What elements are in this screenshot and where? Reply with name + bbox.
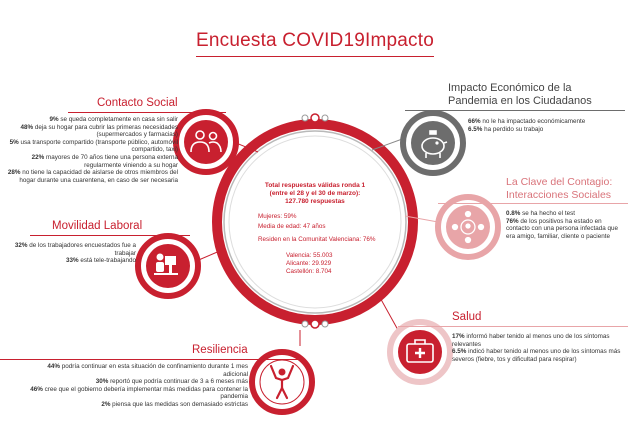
movilidad-list	[2, 242, 136, 265]
economico-icon-bg	[411, 121, 455, 165]
contacto-title: Contacto Social	[97, 97, 178, 109]
connector-dot-top	[311, 114, 319, 122]
clave-item: 76% de los positivos ha estado en contacto con una persona infectada que era amigo, familiar, cliente o paciente	[506, 217, 619, 240]
resiliencia-title: Resiliencia	[192, 344, 248, 356]
connector-dot-top-right	[322, 115, 328, 121]
resiliencia-item: 44% podría continuar en esta situación de confinamiento durante 1 mes adicional	[47, 363, 248, 378]
connector-dot-bottom-right	[322, 321, 328, 327]
contacto-item: 9% se queda completamente en casa sin salir	[49, 116, 178, 123]
movilidad-icon-bg	[146, 244, 190, 288]
stat-women: Mujeres: 59%	[258, 213, 297, 220]
page-title: Encuesta COVID19Impacto	[196, 30, 434, 51]
resiliencia-item: 2% piensa que las medidas son demasiado estrictas	[101, 400, 248, 408]
clave-title	[506, 176, 612, 202]
salud-item: 17% informó haber tenido al menos uno de los síntomas relevantes	[452, 333, 610, 348]
economico-list	[468, 118, 628, 133]
connector-salud	[378, 294, 398, 330]
contacto-list	[4, 116, 178, 184]
resiliencia-item: 30% reportó que podría continuar de 3 a 6 meses más	[95, 378, 248, 386]
clave-list	[506, 210, 626, 240]
economico-title	[448, 82, 592, 108]
clave-title-line2: Interacciones Sociales	[506, 189, 612, 201]
contacto-underline	[68, 112, 226, 113]
salud-title: Salud	[452, 311, 482, 323]
headline-line1: Total respuestas válidas ronda 1	[264, 182, 366, 189]
contacto-item: 28% no tiene la capacidad de aislarse de otros miembros del hogar durante una cuarentena, en caso de ser necesaria	[7, 169, 178, 184]
salud-underline	[398, 326, 628, 327]
title-underline	[196, 56, 434, 57]
connector-dot-top-left	[302, 115, 308, 121]
clave-title-line1: La Clave del Contagio:	[506, 176, 613, 188]
economico-underline	[405, 110, 625, 111]
contacto-item: 22% mayores de 70 años tiene una persona externa regularmente viniendo a su hogar	[31, 153, 178, 169]
stat-alicante: Alicante: 29.929	[286, 260, 332, 267]
resiliencia-item: 46% cree que el gobierno debería implementar más medidas para contener la pandemia	[30, 385, 248, 401]
contacto-item: 48% deja su hogar para cubrir las primeras necesidades (supermercados y farmacias)	[20, 123, 178, 139]
resiliencia-list	[26, 363, 248, 409]
economico-item: 6.5% ha perdido su trabajo	[468, 125, 544, 133]
connector-dot-bottom	[311, 320, 319, 328]
stat-resident: Residen en la Comunitat Valenciana: 76%	[258, 236, 376, 243]
economico-title-line2: Pandemia en los Ciudadanos	[448, 95, 592, 107]
movilidad-item: 32% de los trabajadores encuestados fue a trabajar	[14, 242, 136, 257]
stat-age: Media de edad: 47 años	[258, 223, 326, 230]
headline-line2: (entre el 28 y el 30 de marzo):	[269, 190, 361, 197]
stat-castellon: Castellón: 8.704	[286, 268, 332, 275]
resiliencia-underline	[0, 359, 300, 360]
movilidad-title: Movilidad Laboral	[52, 220, 143, 232]
clave-item: 0.8% se ha hecho el test	[506, 210, 575, 217]
contacto-icon-bg	[184, 120, 228, 164]
salud-list	[452, 333, 628, 363]
economico-title-line1: Impacto Económico de la	[448, 82, 572, 94]
contacto-item: 5% usa transporte compartido (transporte público, automóvil compartido, taxi)	[9, 138, 178, 154]
clave-underline	[438, 203, 628, 204]
connector-dot-bottom-left	[302, 321, 308, 327]
movilidad-underline	[30, 235, 190, 236]
center-provinces	[286, 252, 332, 276]
stat-valencia: Valencia: 55.003	[286, 252, 333, 259]
headline-line3: 127.780 respuestas	[285, 198, 345, 205]
movilidad-item: 33% está tele-trabajando	[65, 257, 136, 265]
economico-item: 66% no le ha impactado económicamente	[468, 118, 586, 125]
center-stats	[258, 212, 376, 245]
center-headline	[240, 182, 390, 206]
salud-item: 6.5% indicó haber tenido al menos uno de los síntomas más severos (fiebre, tos y dificultad para respirar)	[452, 348, 621, 363]
